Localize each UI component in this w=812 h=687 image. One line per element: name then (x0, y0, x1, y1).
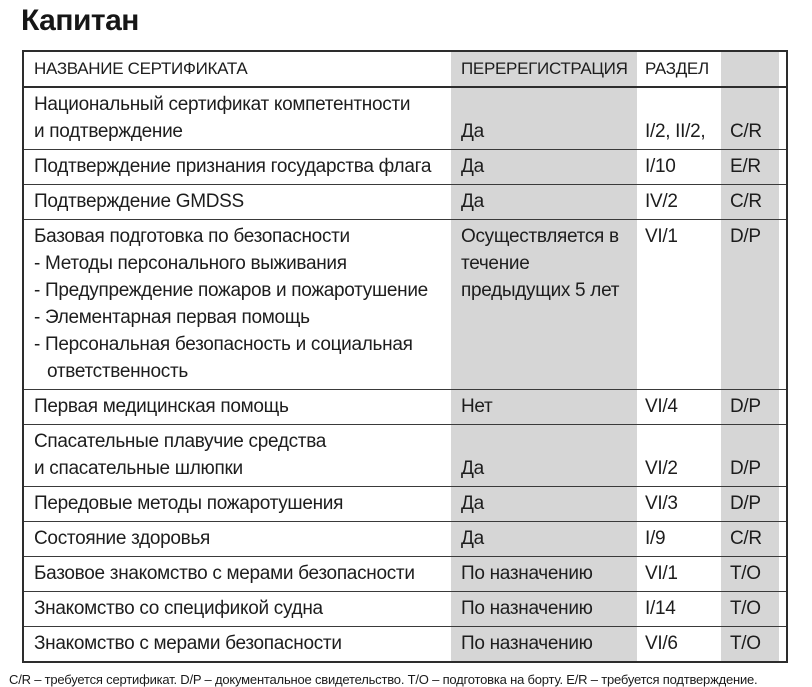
table-row (23, 592, 787, 627)
certificate-name-line: и спасательные шлюпки (34, 458, 243, 479)
section-cell: VI/6 (645, 633, 678, 654)
code-cell: T/O (721, 557, 787, 592)
column-header-renewal: ПЕРЕРЕГИСТРАЦИЯ (451, 51, 637, 87)
certificate-name-cell (23, 522, 451, 557)
certificate-name-line: Передовые методы пожаротушения (34, 493, 344, 514)
section-cell: VI/3 (645, 493, 678, 514)
table-row (23, 185, 787, 220)
certificate-name-line: Знакомство со спецификой судна (34, 598, 323, 619)
code-cell: T/O (721, 627, 787, 663)
section-cell: I/10 (645, 156, 676, 177)
certificate-name-cell (23, 390, 451, 425)
certificate-name-cell (23, 557, 451, 592)
certificate-name-cell (23, 487, 451, 522)
certificate-name-line: Спасательные плавучие средства (34, 431, 327, 452)
table-row (23, 425, 787, 487)
renewal-cell: По назначению (451, 627, 637, 663)
section-cell: VI/2 (645, 458, 678, 479)
header-row (23, 51, 787, 87)
certificate-name-cell (23, 220, 451, 390)
certificate-name-line: - Элементарная первая помощь (34, 307, 310, 328)
footnote: C/R – требуется сертификат. D/P – документальное свидетельство. T/O – подготовка на борту. E/R – требуется подтверждение. (9, 672, 758, 687)
certificate-name-cell (23, 185, 451, 220)
renewal-cell: По назначению (451, 592, 637, 627)
page-title: Капитан (21, 4, 139, 37)
certificate-name-line: - Предупреждение пожаров и пожаротушение (34, 280, 428, 301)
code-cell: C/R (721, 522, 787, 557)
certificate-name-cell (23, 425, 451, 487)
section-cell: IV/2 (645, 191, 678, 212)
renewal-cell: Да (451, 487, 637, 522)
column-header-code (721, 51, 787, 87)
certificate-name-line: - Методы персонального выживания (34, 253, 347, 274)
code-cell: D/P (721, 425, 787, 487)
code-cell: E/R (721, 150, 787, 185)
code-cell: C/R (721, 87, 787, 150)
renewal-cell: Да (451, 150, 637, 185)
table-row (23, 522, 787, 557)
certificate-name-line: Подтверждение GMDSS (34, 191, 244, 212)
table-row (23, 150, 787, 185)
renewal-cell: Да (451, 185, 637, 220)
code-cell: D/P (721, 390, 787, 425)
certificate-name-cell (23, 150, 451, 185)
certificate-name-line: Национальный сертификат компетентности (34, 94, 411, 115)
renewal-cell: По назначению (451, 557, 637, 592)
section-cell: VI/1 (645, 226, 678, 247)
table-row (23, 87, 787, 150)
section-cell: I/2, II/2, (645, 121, 706, 142)
table-row (23, 220, 787, 390)
table-row (23, 487, 787, 522)
certificates-table (22, 50, 788, 663)
table-row (23, 390, 787, 425)
certificate-name-line: Базовая подготовка по безопасности (34, 226, 350, 247)
certificate-name-line: - Персональная безопасность и социальная ответственность (34, 334, 413, 382)
code-cell: C/R (721, 185, 787, 220)
table-body (23, 87, 787, 662)
code-cell: D/P (721, 220, 787, 390)
section-cell: VI/4 (645, 396, 678, 417)
section-cell: I/9 (645, 528, 666, 549)
renewal-cell: Да (451, 425, 637, 487)
table-row (23, 627, 787, 663)
section-cell: VI/1 (645, 563, 678, 584)
certificate-name-cell (23, 87, 451, 150)
certificate-name-line: и подтверждение (34, 121, 183, 142)
renewal-cell: Да (451, 522, 637, 557)
renewal-cell: Нет (451, 390, 637, 425)
table-header (23, 51, 787, 87)
column-header-section: РАЗДЕЛ (645, 59, 709, 78)
code-cell: T/O (721, 592, 787, 627)
renewal-cell: Осуществляется в течение предыдущих 5 лет (451, 220, 637, 390)
section-cell: I/14 (645, 598, 676, 619)
certificate-name-line: Первая медицинская помощь (34, 396, 289, 417)
certificate-name-cell (23, 592, 451, 627)
table-row (23, 557, 787, 592)
certificate-name-line: Подтверждение признания государства флага (34, 156, 432, 177)
renewal-cell: Да (451, 87, 637, 150)
code-cell: D/P (721, 487, 787, 522)
column-header-certificate-name: НАЗВАНИЕ СЕРТИФИКАТА (34, 59, 248, 78)
certificate-name-line: Базовое знакомство с мерами безопасности (34, 563, 415, 584)
certificate-name-line: Состояние здоровья (34, 528, 211, 549)
certificate-name-line: Знакомство с мерами безопасности (34, 633, 342, 654)
certificate-name-cell (23, 627, 451, 663)
